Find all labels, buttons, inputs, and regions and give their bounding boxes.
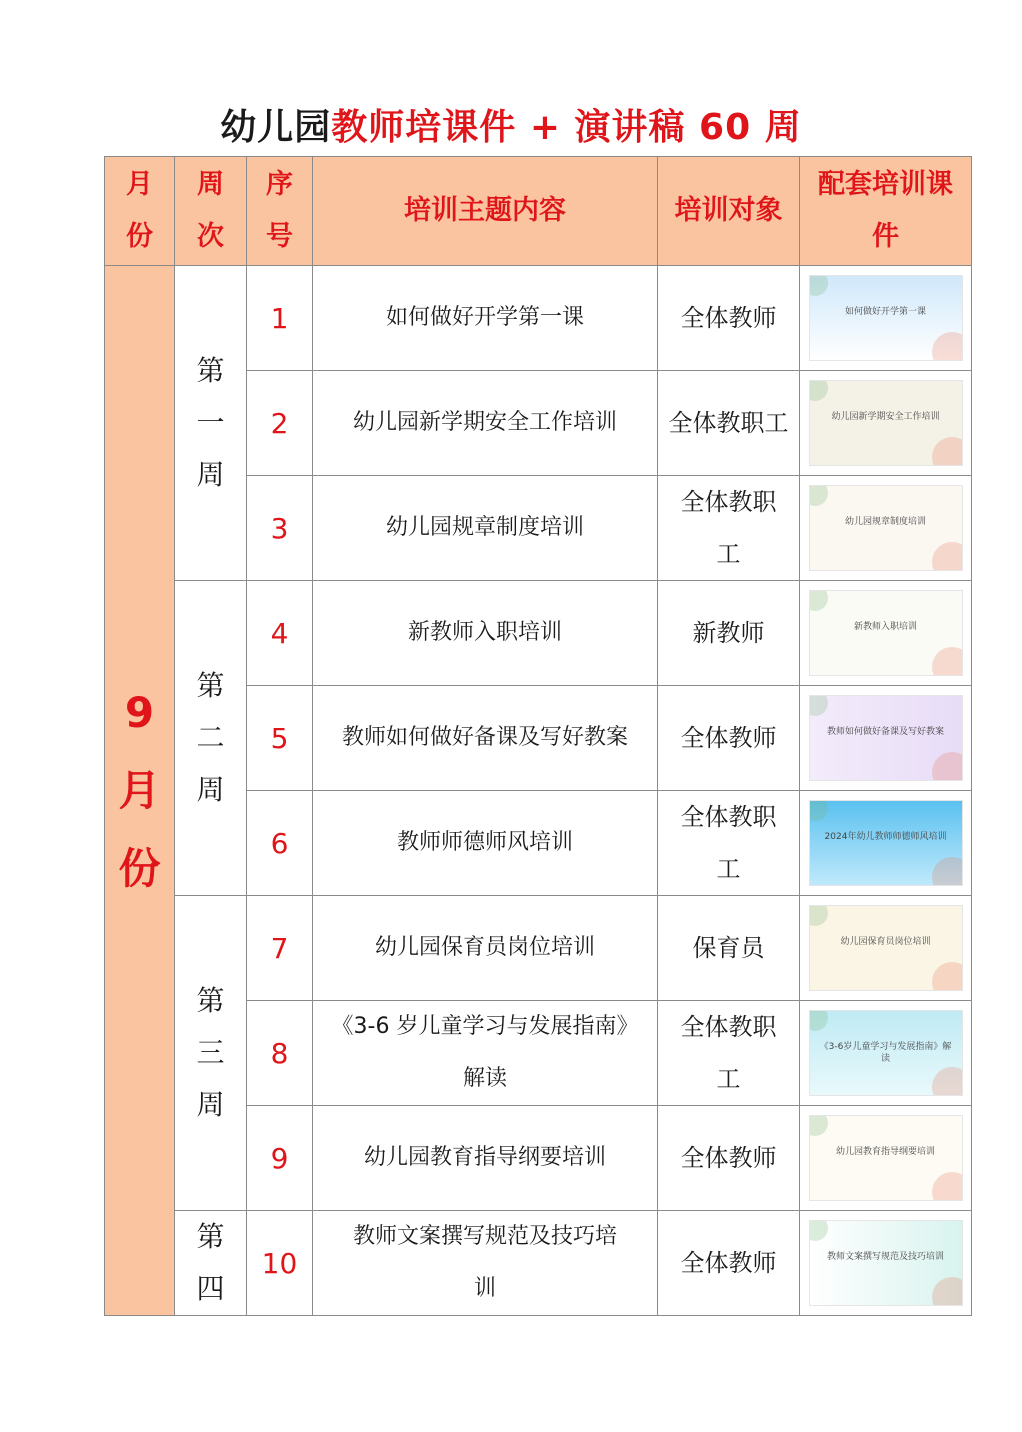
seq-number: 1 <box>247 266 313 371</box>
target-cell: 保育员 <box>658 896 800 1001</box>
target-cell: 全体教职 工 <box>658 791 800 896</box>
courseware-thumbnail-cell[interactable] <box>800 476 972 581</box>
slide-decoration <box>932 857 963 886</box>
table-row <box>105 581 972 686</box>
slide-title: 幼儿园新学期安全工作培训 <box>831 412 940 422</box>
slide-decoration <box>932 1277 963 1306</box>
topic-cell: 如何做好开学第一课 <box>313 266 658 371</box>
title-black: 幼儿园 <box>220 107 332 148</box>
target-cell: 全体教师 <box>658 1211 800 1316</box>
header-topic: 培训主题内容 <box>313 157 658 266</box>
seq-number: 2 <box>247 371 313 476</box>
topic-cell: 新教师入职培训 <box>313 581 658 686</box>
slide-title: 新教师入职培训 <box>853 622 917 632</box>
slide-decoration <box>809 275 828 296</box>
table-row <box>105 896 972 1001</box>
slide-decoration <box>932 962 963 991</box>
header-seq: 序 号 <box>247 157 313 266</box>
slide-decoration <box>809 1220 828 1241</box>
target-cell: 全体教职工 <box>658 371 800 476</box>
header-month: 月 份 <box>105 157 175 266</box>
seq-number: 5 <box>247 686 313 791</box>
slide-title: 2024年幼儿教师师德师风培训 <box>824 832 947 842</box>
slide-title: 《3-6岁儿童学习与发展指南》解读 <box>819 1042 952 1064</box>
topic-cell: 幼儿园保育员岗位培训 <box>313 896 658 1001</box>
week-cell: 第 四 <box>175 1211 247 1316</box>
slide-thumbnail[interactable] <box>809 1220 963 1306</box>
slide-thumbnail[interactable] <box>809 695 963 781</box>
courseware-thumbnail-cell[interactable] <box>800 1211 972 1316</box>
target-cell: 全体教师 <box>658 266 800 371</box>
slide-decoration <box>932 332 963 361</box>
slide-decoration <box>809 380 828 401</box>
target-cell: 全体教职 工 <box>658 476 800 581</box>
slide-decoration <box>932 752 963 781</box>
slide-decoration <box>809 800 828 821</box>
seq-number: 10 <box>247 1211 313 1316</box>
courseware-thumbnail-cell[interactable] <box>800 1106 972 1211</box>
slide-decoration <box>809 1115 828 1136</box>
training-schedule-table <box>104 156 972 1316</box>
topic-cell: 教师如何做好备课及写好教案 <box>313 686 658 791</box>
courseware-thumbnail-cell[interactable] <box>800 791 972 896</box>
table-header-row <box>105 157 972 266</box>
target-cell: 全体教职 工 <box>658 1001 800 1106</box>
slide-decoration <box>809 590 828 611</box>
slide-title: 教师文案撰写规范及技巧培训 <box>826 1252 944 1262</box>
seq-number: 3 <box>247 476 313 581</box>
slide-decoration <box>932 542 963 571</box>
slide-title: 幼儿园教育指导纲要培训 <box>835 1147 935 1157</box>
topic-cell: 教师师德师风培训 <box>313 791 658 896</box>
title-red: 教师培课件 + 演讲稿 60 周 <box>331 107 802 148</box>
header-courseware: 配套培训课 件 <box>800 157 972 266</box>
courseware-thumbnail-cell[interactable] <box>800 266 972 371</box>
week-cell: 第 三 周 <box>175 896 247 1211</box>
slide-decoration <box>809 485 828 506</box>
table-row <box>105 266 972 371</box>
slide-decoration <box>932 647 963 676</box>
slide-decoration <box>932 1067 963 1096</box>
courseware-thumbnail-cell[interactable] <box>800 686 972 791</box>
slide-title: 幼儿园规章制度培训 <box>844 517 926 527</box>
table-row <box>105 1211 972 1316</box>
target-cell: 新教师 <box>658 581 800 686</box>
slide-decoration <box>932 437 963 466</box>
slide-title: 如何做好开学第一课 <box>844 307 926 317</box>
seq-number: 8 <box>247 1001 313 1106</box>
topic-cell: 幼儿园新学期安全工作培训 <box>313 371 658 476</box>
week-cell: 第 一 周 <box>175 266 247 581</box>
month-cell: 9 月 份 <box>105 266 175 1316</box>
slide-thumbnail[interactable] <box>809 380 963 466</box>
topic-cell: 《3-6 岁儿童学习与发展指南》 解读 <box>313 1001 658 1106</box>
week-cell: 第 二 周 <box>175 581 247 896</box>
topic-cell: 幼儿园教育指导纲要培训 <box>313 1106 658 1211</box>
slide-thumbnail[interactable] <box>809 905 963 991</box>
slide-decoration <box>932 1172 963 1201</box>
slide-decoration <box>809 695 828 716</box>
slide-thumbnail[interactable] <box>809 485 963 571</box>
slide-title: 幼儿园保育员岗位培训 <box>840 937 931 947</box>
page-title <box>0 100 1022 156</box>
slide-thumbnail[interactable] <box>809 1010 963 1096</box>
slide-thumbnail[interactable] <box>809 590 963 676</box>
seq-number: 6 <box>247 791 313 896</box>
seq-number: 4 <box>247 581 313 686</box>
seq-number: 9 <box>247 1106 313 1211</box>
slide-thumbnail[interactable] <box>809 275 963 361</box>
slide-decoration <box>809 905 828 926</box>
slide-thumbnail[interactable] <box>809 1115 963 1201</box>
target-cell: 全体教师 <box>658 686 800 791</box>
courseware-thumbnail-cell[interactable] <box>800 896 972 1001</box>
courseware-thumbnail-cell[interactable] <box>800 1001 972 1106</box>
slide-title: 教师如何做好备课及写好教案 <box>826 727 944 737</box>
seq-number: 7 <box>247 896 313 1001</box>
topic-cell: 教师文案撰写规范及技巧培 训 <box>313 1211 658 1316</box>
target-cell: 全体教师 <box>658 1106 800 1211</box>
courseware-thumbnail-cell[interactable] <box>800 371 972 476</box>
header-target: 培训对象 <box>658 157 800 266</box>
slide-decoration <box>809 1010 828 1031</box>
slide-thumbnail[interactable] <box>809 800 963 886</box>
courseware-thumbnail-cell[interactable] <box>800 581 972 686</box>
header-week: 周 次 <box>175 157 247 266</box>
topic-cell: 幼儿园规章制度培训 <box>313 476 658 581</box>
